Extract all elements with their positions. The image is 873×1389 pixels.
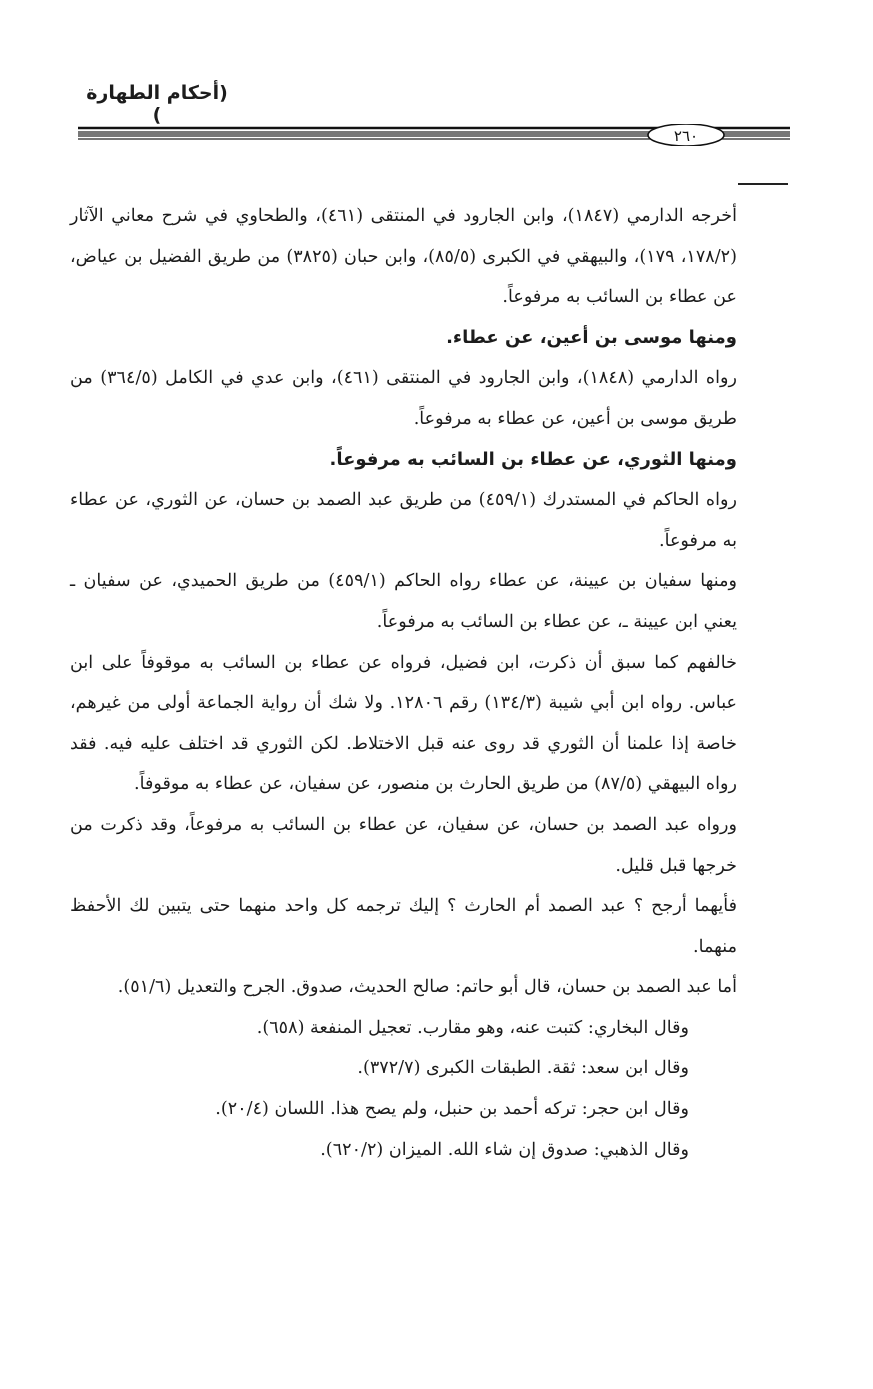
paragraph: رواه الحاكم في المستدرك (٤٥٩/١) من طريق عبد الصمد بن حسان، عن الثوري، عن عطاء به مرفوعاً. <box>70 490 737 551</box>
subheading: ومنها الثوري، عن عطاء بن السائب به مرفوعاً. <box>329 448 737 470</box>
section-separator <box>738 183 788 185</box>
paragraph: أما عبد الصمد بن حسان، قال أبو حاتم: صالح الحديث، صدوق. الجرح والتعديل (٥١/٦). <box>117 977 737 998</box>
paragraph: أخرجه الدارمي (١٨٤٧)، وابن الجارود في المنتقى (٤٦١)، والطحاوي في شرح معاني الآثار (١٧٨/٢، ١٧٩)، والبيهقي في الكبرى (٨٥/٥)، وابن حبان (٣٨٢٥) من طريق الفضيل بن عياض، عن عطاء بن السائب به مرفوعاً. <box>70 206 738 308</box>
quote-line: وقال ابن حجر: تركه أحمد بن حنبل، ولم يصح هذا. اللسان (٢٠/٤). <box>215 1099 689 1120</box>
quote-line: وقال البخاري: كتبت عنه، وهو مقارب. تعجيل المنفعة (٦٥٨). <box>256 1017 689 1038</box>
paragraph: خالفهم كما سبق أن ذكرت، ابن فضيل، فرواه عن عطاء بن السائب به موقوفاً على ابن عباس. رواه ابن أبي شيبة (١٣٤/٣) رقم ١٢٨٠٦. ولا شك أن رواية الجماعة أولى من غيرهم، خاصة إذا علمنا أن الثوري قد روى عنه قبل الاختلاط. لكن الثوري قد اختلف عليه فيه. فقد رواه البيهقي (٨٧/٥) من طريق الحارث بن منصور، عن سفيان، عن عطاء به موقوفاً. <box>70 652 737 795</box>
book-title: (أحكام الطهارة ) <box>86 82 228 126</box>
paragraph: ومنها سفيان بن عيينة، عن عطاء رواه الحاكم (٤٥٩/١) من طريق الحميدي، عن سفيان ـ يعني ابن عيينة ـ، عن عطاء بن السائب به مرفوعاً. <box>70 571 737 632</box>
paragraph: ورواه عبد الصمد بن حسان، عن سفيان، عن عطاء بن السائب به مرفوعاً، وقد ذكرت من خرجها قبل قليل. <box>70 814 737 876</box>
quote-line: وقال الذهبي: صدوق إن شاء الله. الميزان (٦٢٠/٢). <box>320 1139 689 1160</box>
quote-line: وقال ابن سعد: ثقة. الطبقات الكبرى (٣٧٢/٧). <box>357 1058 689 1079</box>
header-rule <box>78 124 790 146</box>
page-number: ٢٦٠ <box>673 127 699 145</box>
subheading: ومنها موسى بن أعين، عن عطاء. <box>446 326 737 348</box>
main-text <box>70 196 785 1170</box>
paragraph: رواه الدارمي (١٨٤٨)، وابن الجارود في المنتقى (٤٦١)، وابن عدي في الكامل (٣٦٤/٥) من طريق موسى بن أعين، عن عطاء به مرفوعاً. <box>70 368 737 429</box>
paragraph: فأيهما أرجح ؟ عبد الصمد أم الحارث ؟ إليك ترجمه كل واحد منهما حتى يتبين لك الأحفظ منهما. <box>70 896 737 957</box>
